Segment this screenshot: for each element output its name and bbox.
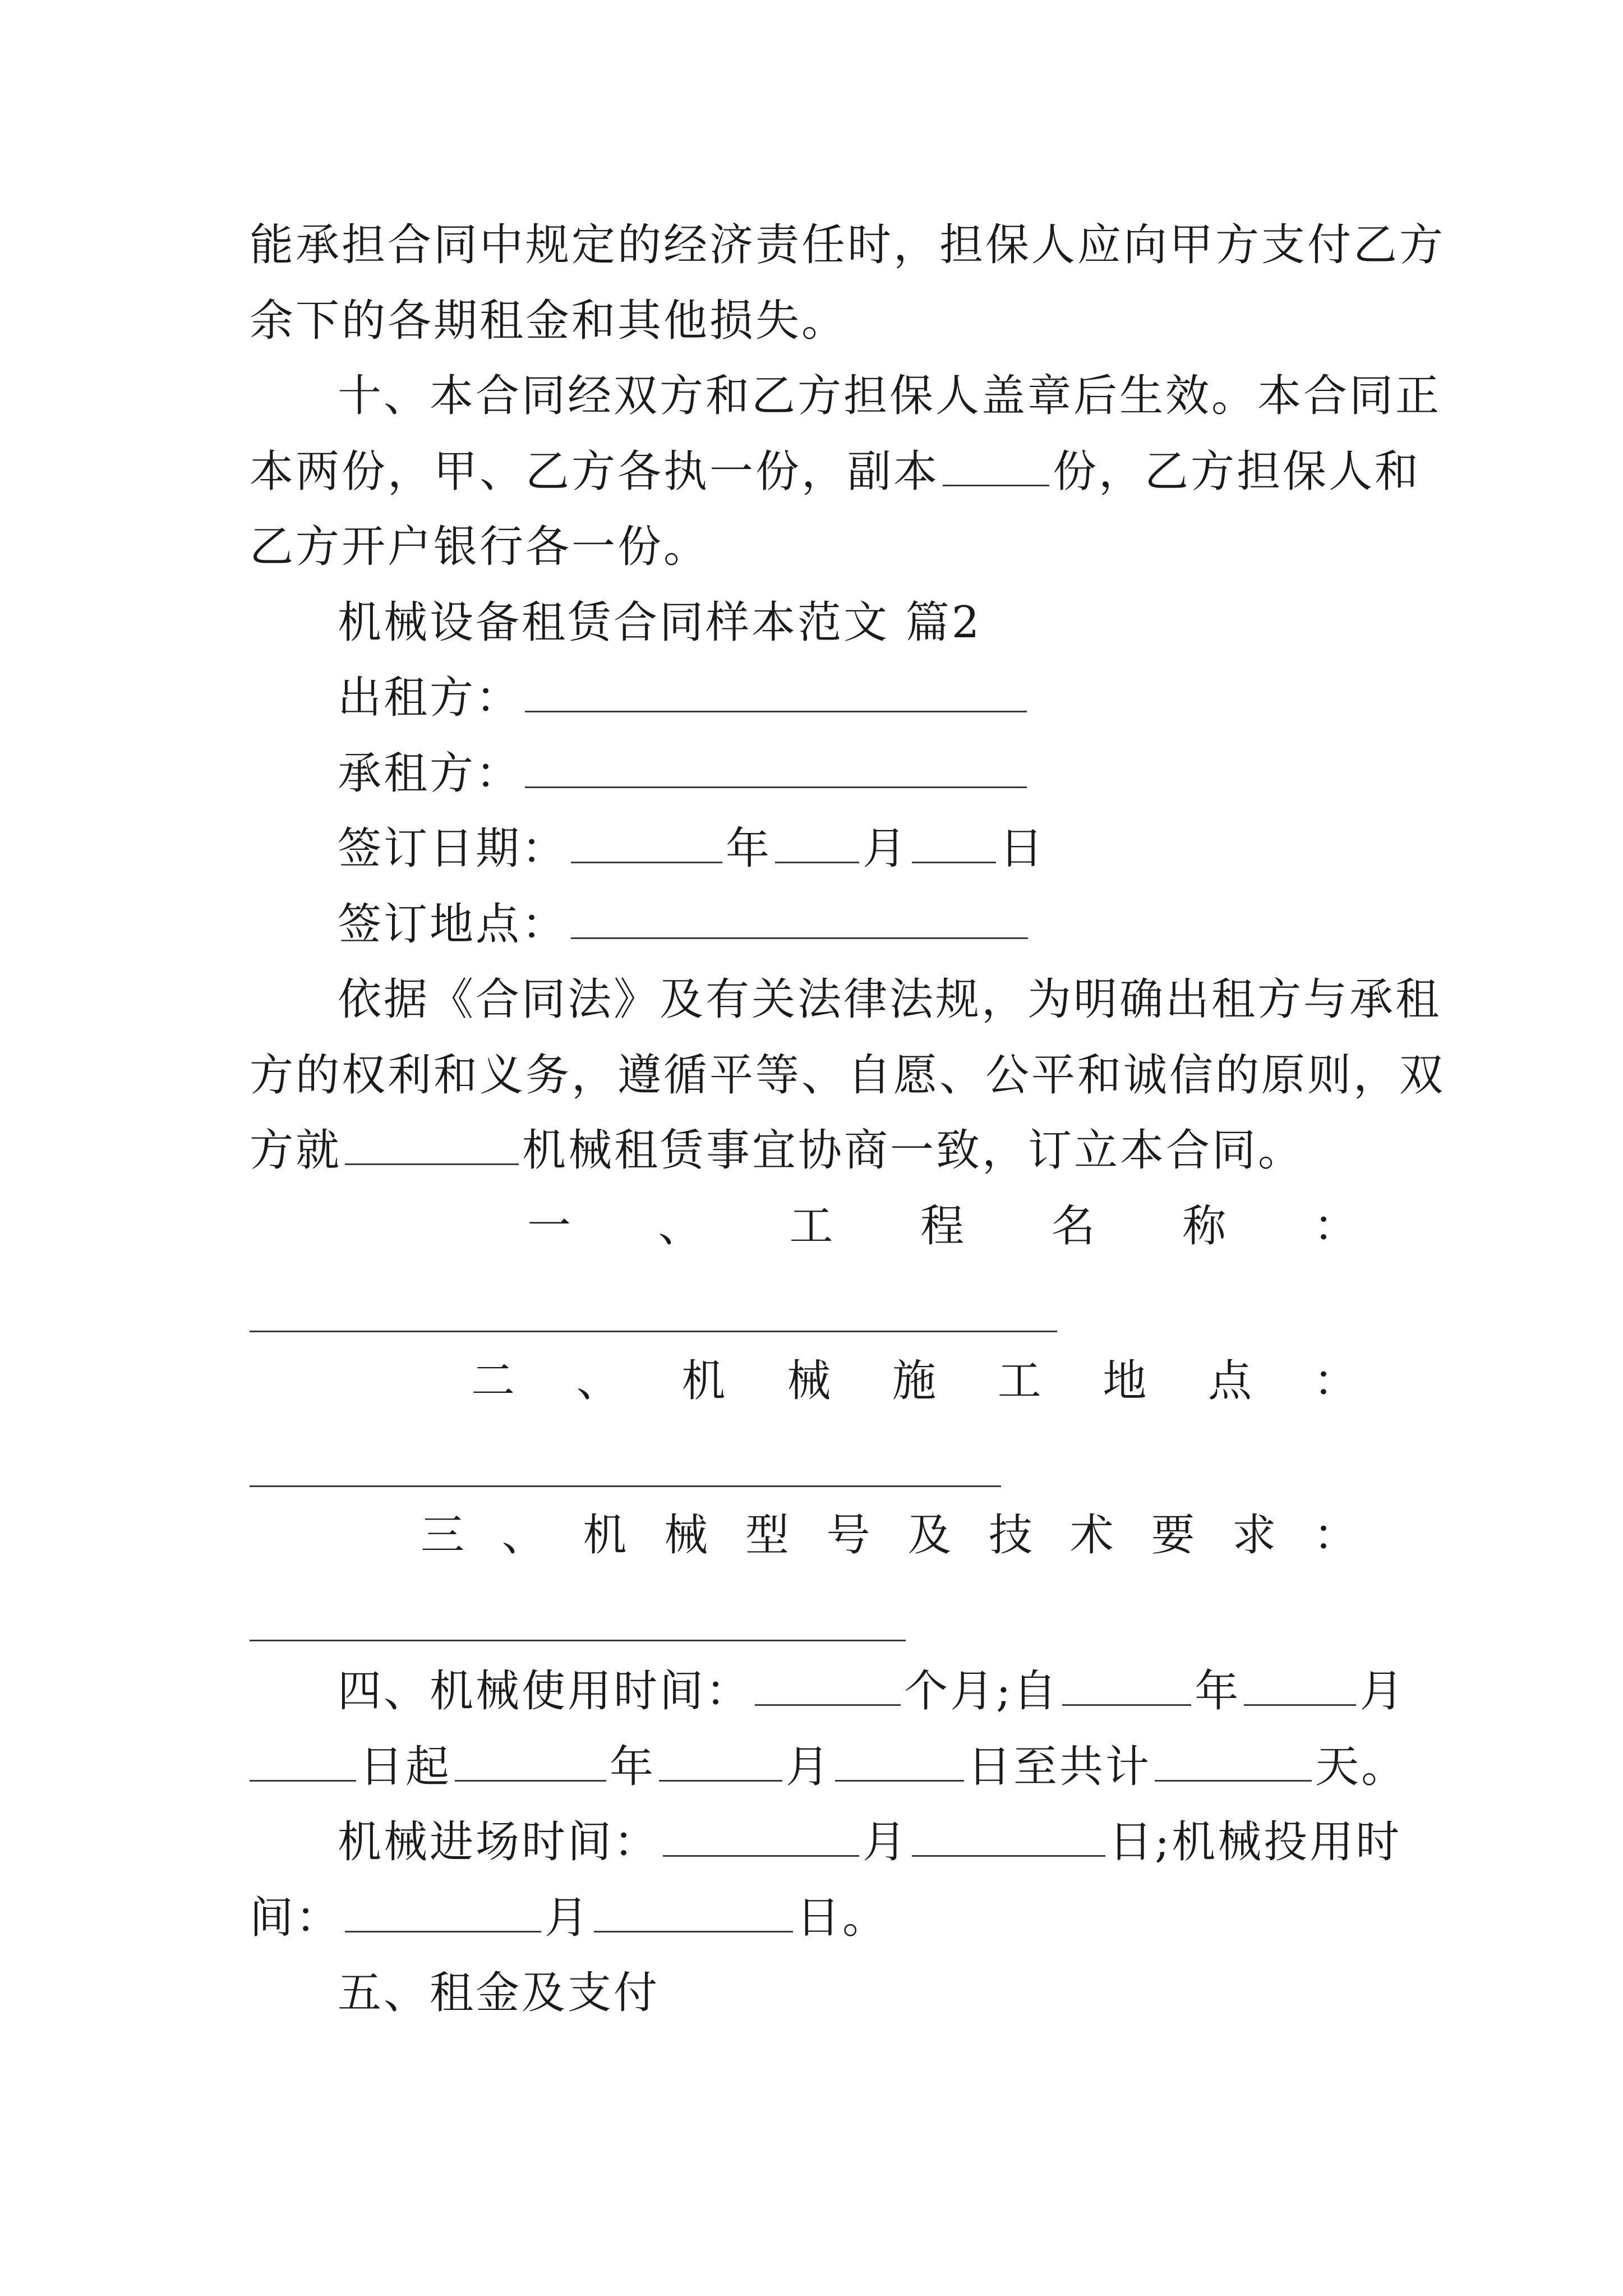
char: 、 [501, 1510, 546, 1561]
end-year-blank[interactable] [455, 1741, 606, 1782]
end-month-blank[interactable] [659, 1741, 782, 1782]
title: 机械设备租赁合同样本范文 篇2 [338, 597, 982, 648]
text: 余下的各期租金和其他损失。 [250, 296, 848, 346]
machine-blank[interactable] [345, 1124, 519, 1165]
text-line [338, 969, 1442, 1030]
sign-date-line [338, 818, 1391, 880]
char: 要 [1151, 1510, 1195, 1561]
text: 乙方开户银行各一份。 [250, 522, 710, 572]
char: 技 [989, 1510, 1033, 1561]
text-line [250, 516, 1391, 578]
section-model-requirements [421, 1504, 1357, 1566]
text: 机械进场时间： [338, 1817, 660, 1867]
model-requirements-blank[interactable] [250, 1640, 906, 1641]
commission-time-line [250, 1887, 1391, 1949]
entry-time-line [338, 1811, 1402, 1873]
char: 术 [1069, 1510, 1114, 1561]
char: 点 [1208, 1356, 1252, 1406]
char: 机 [681, 1356, 726, 1406]
char: ： [1313, 1201, 1357, 1251]
char: 程 [920, 1201, 964, 1251]
char: 号 [826, 1510, 870, 1561]
start-month-blank[interactable] [1244, 1665, 1356, 1706]
char: 施 [892, 1356, 936, 1406]
text: 机械租赁事宜协商一致，订立本合同。 [522, 1125, 1304, 1176]
lessee-label: 承租方： [338, 748, 522, 799]
commission-month-blank[interactable] [345, 1892, 541, 1932]
text: 间： [250, 1893, 342, 1943]
sign-place-line [338, 894, 1391, 955]
text: 四、机械使用时间： [338, 1666, 752, 1717]
construction-site-blank[interactable] [250, 1485, 1001, 1487]
copies-blank[interactable] [943, 445, 1049, 486]
char: 一 [527, 1201, 571, 1251]
char: 机 [583, 1510, 627, 1561]
total-days-blank[interactable] [1155, 1741, 1312, 1782]
char: 、 [658, 1201, 702, 1251]
char: 械 [664, 1510, 708, 1561]
text: 方的权利和义务，遵循平等、自愿、公平和诚信的原则，双 [250, 1050, 1446, 1101]
clause-ten-line [338, 365, 1442, 427]
text: 日起 [359, 1742, 452, 1792]
lessor-blank[interactable] [525, 671, 1027, 712]
project-name-blank[interactable] [250, 1331, 1057, 1332]
text: 日。 [796, 1893, 889, 1943]
text-line [250, 1045, 1446, 1106]
text: 方就 [250, 1125, 342, 1176]
char: 工 [789, 1201, 833, 1251]
char: 求 [1232, 1510, 1276, 1561]
start-day-blank[interactable] [250, 1741, 356, 1782]
section-title [338, 592, 1391, 654]
month-blank[interactable] [775, 822, 859, 863]
text: 日;机械投用时 [1109, 1817, 1402, 1867]
char: 工 [997, 1356, 1041, 1406]
usage-time-line [338, 1660, 1406, 1722]
text: 依据《合同法》及有关法律法规，为明确出租方与承租 [338, 974, 1442, 1025]
text: 年 [610, 1742, 656, 1792]
year-blank[interactable] [571, 822, 722, 863]
char: ： [1313, 1356, 1357, 1406]
day-blank[interactable] [912, 822, 996, 863]
char: 型 [745, 1510, 789, 1561]
year-label: 年 [726, 823, 772, 874]
char: 、 [576, 1356, 620, 1406]
char: 及 [907, 1510, 952, 1561]
text: 年 [1195, 1666, 1241, 1717]
text: 五、租金及支付 [338, 1968, 660, 2018]
sign-place-label: 签订地点： [338, 899, 568, 950]
char: 二 [471, 1356, 515, 1406]
text: 日至共计 [967, 1742, 1152, 1792]
text: 份，乙方担保人和 [1053, 447, 1421, 497]
char: 械 [787, 1356, 831, 1406]
char: 名 [1051, 1201, 1095, 1251]
text-line [250, 214, 1446, 276]
sign-place-blank[interactable] [571, 898, 1028, 939]
start-year-blank[interactable] [1062, 1665, 1191, 1706]
text: 本两份，甲、乙方各执一份，副本 [250, 447, 940, 497]
text: 能承担合同中规定的经济责任时，担保人应向甲方支付乙方 [250, 220, 1446, 270]
text: 月 [786, 1742, 832, 1792]
month-label: 月 [863, 823, 909, 874]
text-line [250, 1120, 1391, 1181]
text: 月 [863, 1817, 909, 1867]
char: ： [1313, 1510, 1357, 1561]
text: 月 [545, 1893, 591, 1943]
lessor-label: 出租方： [338, 673, 522, 723]
entry-month-blank[interactable] [663, 1816, 859, 1857]
section-rent-payment [338, 1962, 1391, 2024]
commission-day-blank[interactable] [594, 1892, 793, 1932]
sign-date-label: 签订日期： [338, 823, 568, 874]
char: 地 [1103, 1356, 1147, 1406]
text: 天。 [1315, 1742, 1408, 1792]
char: 三 [421, 1510, 465, 1561]
day-label: 日 [999, 823, 1046, 874]
end-day-blank[interactable] [835, 1741, 964, 1782]
text-line [250, 290, 1391, 352]
text: 个月;自 [904, 1666, 1059, 1717]
lessee-line [338, 743, 1391, 804]
text: 月 [1359, 1666, 1406, 1717]
section-construction-site [471, 1350, 1357, 1412]
entry-day-blank[interactable] [912, 1816, 1105, 1857]
text: 十、本合同经双方和乙方担保人盖章后生效。本合同正 [338, 371, 1442, 421]
lessor-line [338, 667, 1391, 729]
section-project-name [527, 1195, 1357, 1257]
months-blank[interactable] [755, 1665, 901, 1706]
char: 称 [1182, 1201, 1227, 1251]
usage-period-line [250, 1736, 1408, 1798]
lessee-blank[interactable] [525, 747, 1027, 788]
text-line [250, 441, 1421, 503]
